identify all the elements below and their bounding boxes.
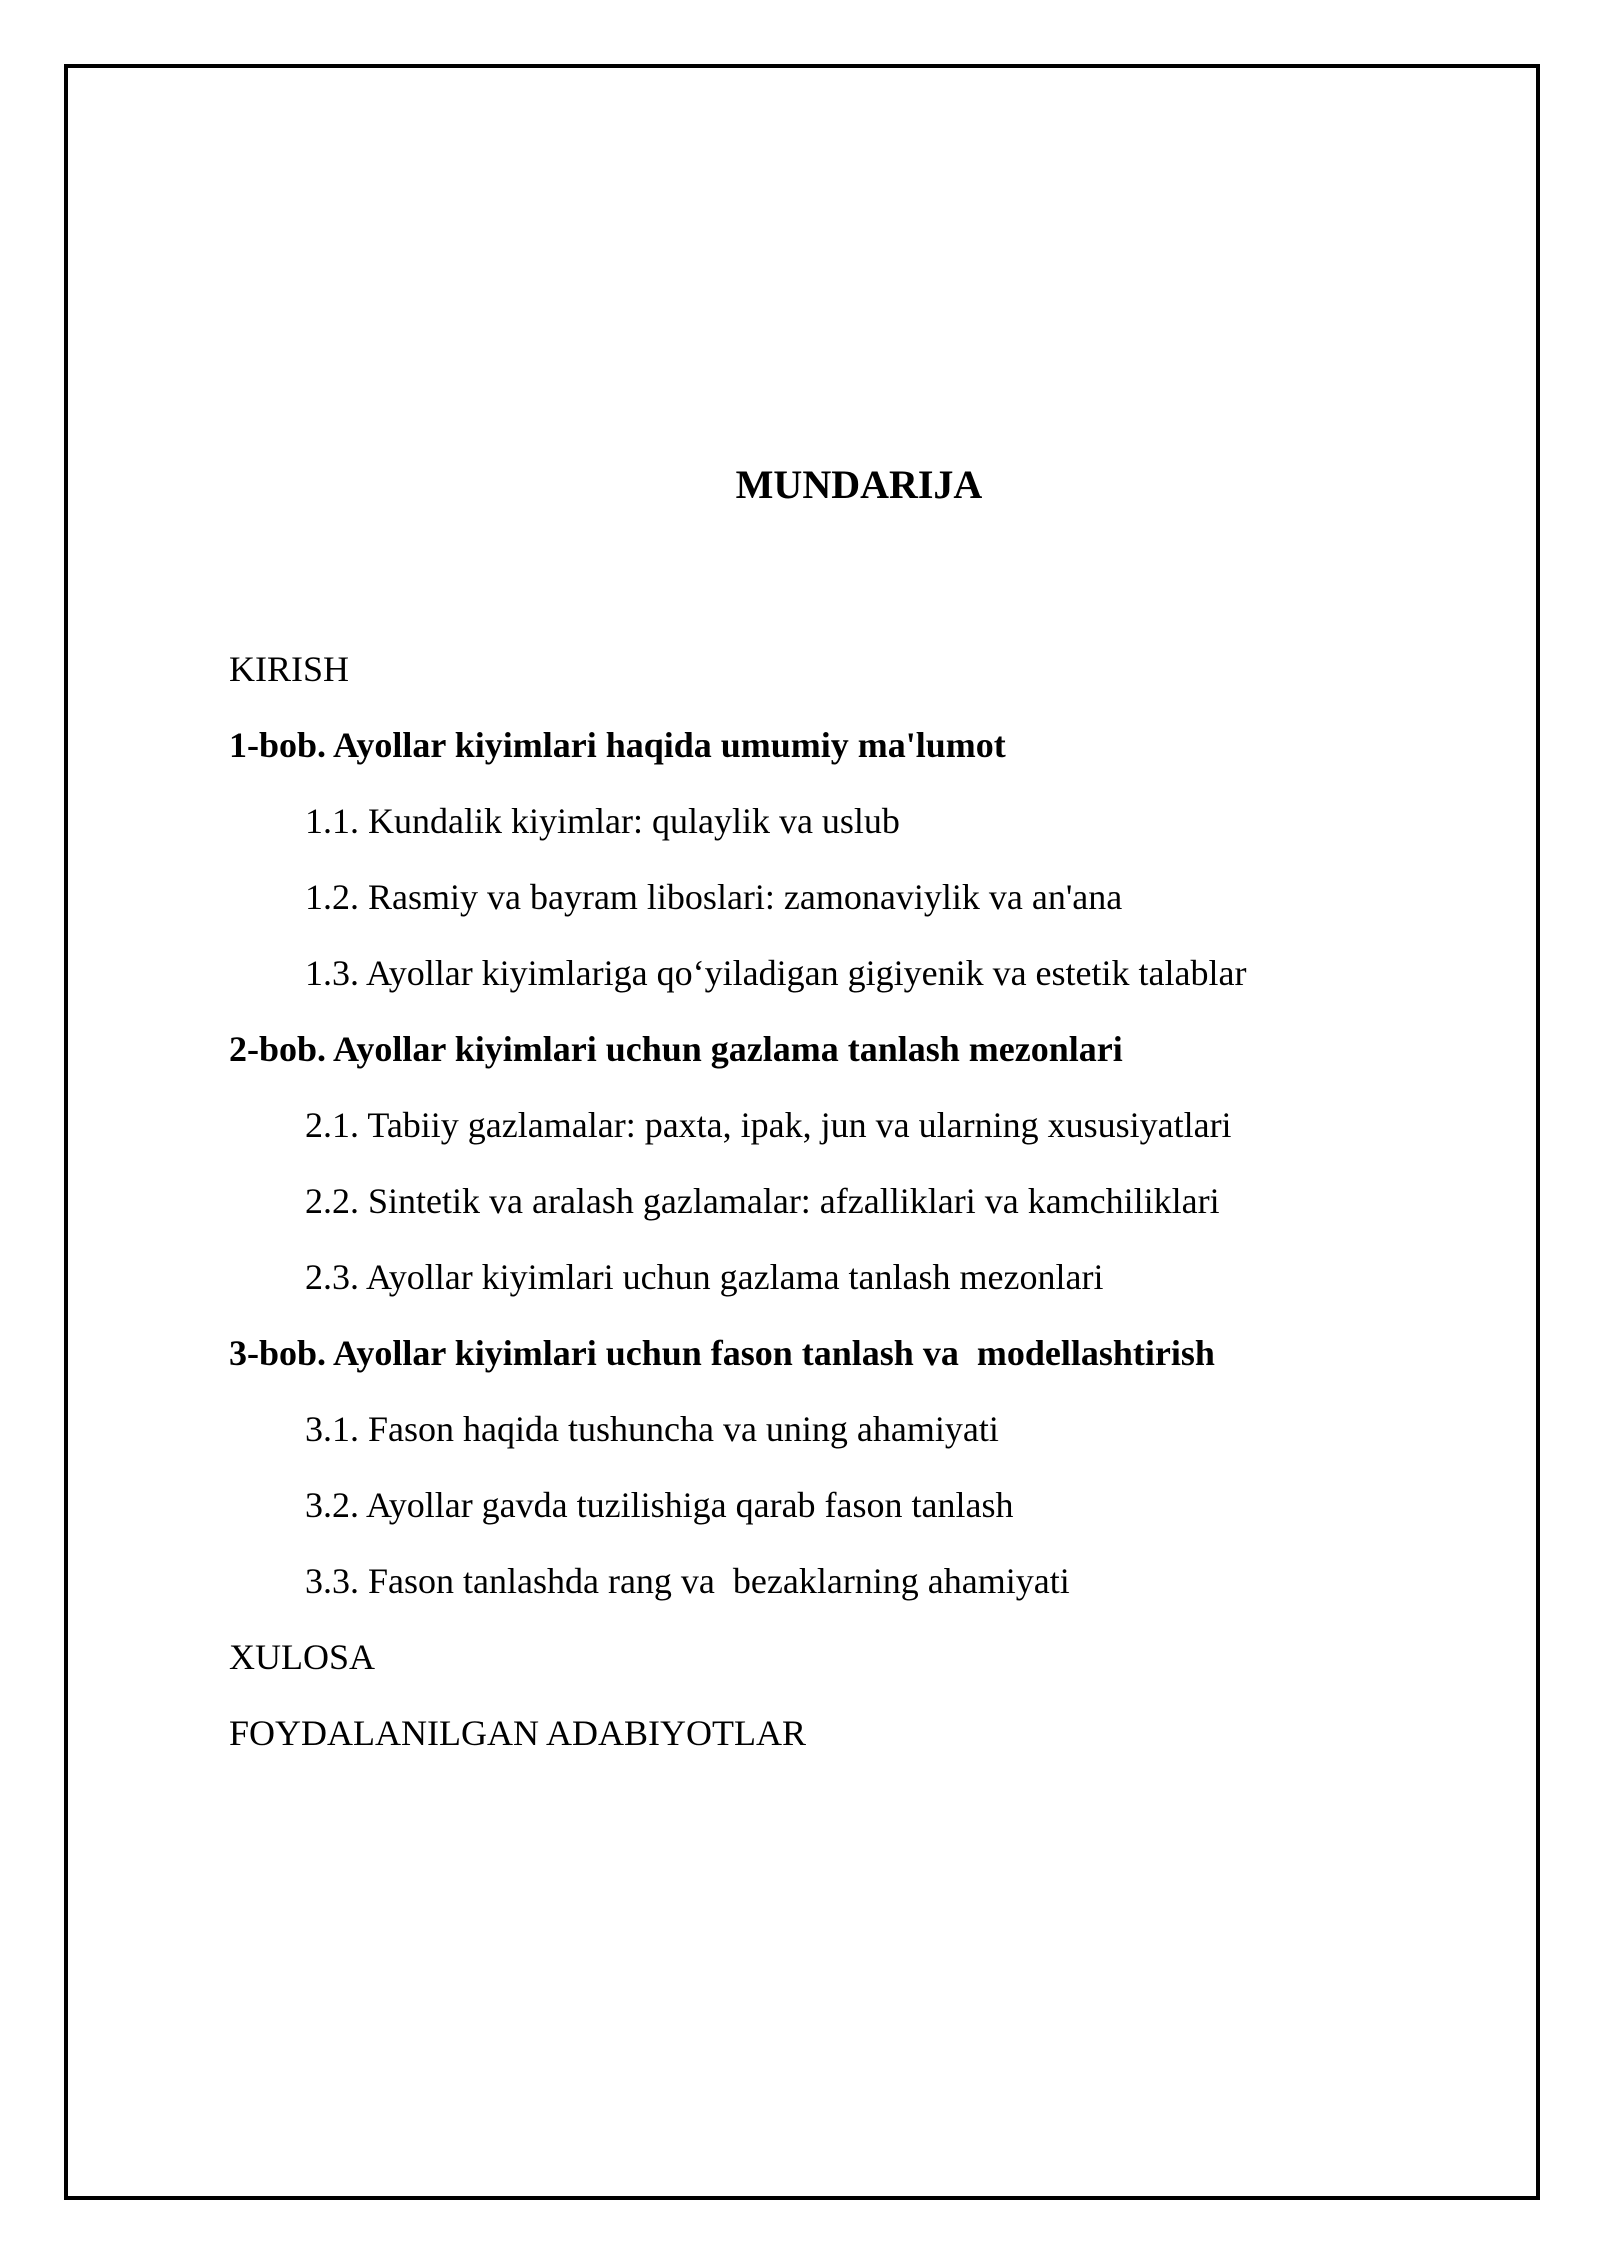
toc-subsection: 3.2. Ayollar gavda tuzilishiga qarab fason tanlash	[305, 1485, 1014, 1525]
table-of-contents	[229, 631, 1479, 1771]
toc-chapter-heading: 1-bob. Ayollar kiyimlari haqida umumiy ma'lumot	[229, 725, 1006, 765]
toc-section: FOYDALANILGAN ADABIYOTLAR	[229, 1713, 806, 1753]
toc-subsection: 3.3. Fason tanlashda rang va bezaklarning ahamiyati	[305, 1561, 1070, 1601]
toc-subsection: 2.1. Tabiiy gazlamalar: paxta, ipak, jun va ularning xususiyatlari	[305, 1105, 1232, 1145]
toc-subsection: 2.3. Ayollar kiyimlari uchun gazlama tanlash mezonlari	[305, 1257, 1104, 1297]
toc-subsection: 3.1. Fason haqida tushuncha va uning ahamiyati	[305, 1409, 999, 1449]
toc-subsection: 2.2. Sintetik va aralash gazlamalar: afzalliklari va kamchiliklari	[305, 1181, 1220, 1221]
toc-section: KIRISH	[229, 649, 350, 689]
page-title: MUNDARIJA	[735, 462, 983, 507]
toc-chapter-heading: 2-bob. Ayollar kiyimlari uchun gazlama tanlash mezonlari	[229, 1029, 1123, 1069]
toc-subsection: 1.3. Ayollar kiyimlariga qoʻyiladigan gigiyenik va estetik talablar	[305, 953, 1247, 993]
toc-subsection: 1.2. Rasmiy va bayram liboslari: zamonaviylik va an'ana	[305, 877, 1123, 917]
toc-subsection: 1.1. Kundalik kiyimlar: qulaylik va uslub	[305, 801, 900, 841]
toc-section: XULOSA	[229, 1637, 376, 1677]
toc-chapter-heading: 3-bob. Ayollar kiyimlari uchun fason tanlash va modellashtirish	[229, 1333, 1215, 1373]
